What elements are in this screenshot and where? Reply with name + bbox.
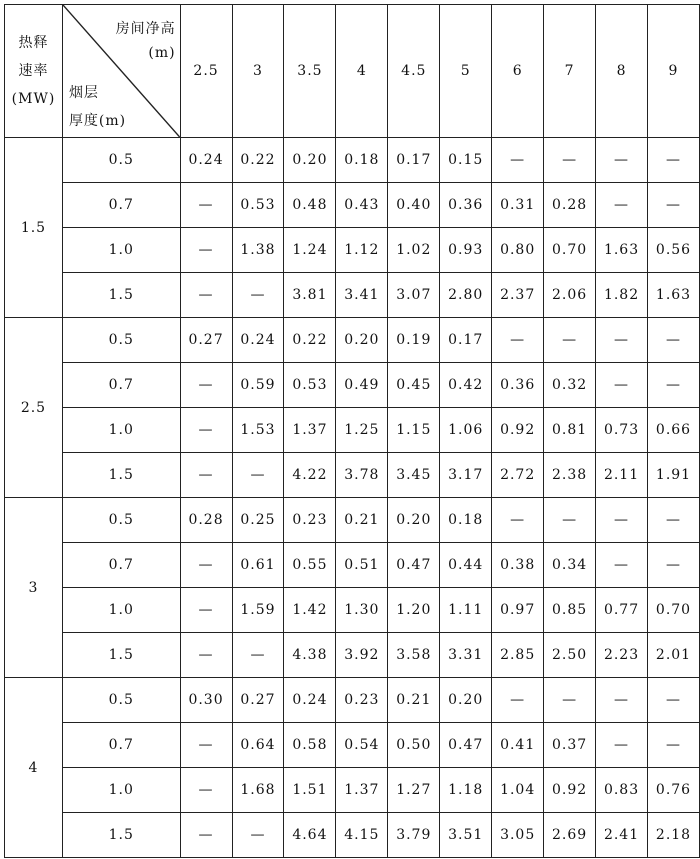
value-cell: 0.20 [336, 318, 388, 363]
value-cell: 1.04 [492, 768, 544, 813]
table-row [5, 453, 700, 498]
value-cell: 3.45 [388, 453, 440, 498]
height-header: 2.5 [180, 5, 232, 138]
value-cell: 2.11 [596, 453, 648, 498]
value-cell: 1.68 [232, 768, 284, 813]
table-row [5, 408, 700, 453]
value-cell: 2.41 [596, 813, 648, 858]
value-cell: 0.92 [492, 408, 544, 453]
rate-cell: 3 [5, 498, 63, 678]
value-cell: — [648, 363, 700, 408]
corner-col-line: (m) [148, 45, 176, 61]
value-cell: 0.21 [336, 498, 388, 543]
table-row [5, 588, 700, 633]
value-cell: 3.07 [388, 273, 440, 318]
value-cell: 3.79 [388, 813, 440, 858]
value-cell: — [648, 138, 700, 183]
value-cell: 1.82 [596, 273, 648, 318]
value-cell: 2.69 [544, 813, 596, 858]
value-cell: 1.30 [336, 588, 388, 633]
value-cell: 1.42 [284, 588, 336, 633]
value-cell: 1.37 [284, 408, 336, 453]
value-cell: — [232, 273, 284, 318]
thickness-cell: 1.0 [62, 228, 180, 273]
value-cell: 4.64 [284, 813, 336, 858]
value-cell: 0.48 [284, 183, 336, 228]
value-cell: 0.47 [440, 723, 492, 768]
value-cell: 0.18 [336, 138, 388, 183]
table-row [5, 498, 700, 543]
value-cell: 0.28 [544, 183, 596, 228]
table-row [5, 768, 700, 813]
value-cell: 3.58 [388, 633, 440, 678]
rate-header-line: 速率 [18, 63, 49, 79]
table-row [5, 813, 700, 858]
value-cell: 0.20 [388, 498, 440, 543]
rate-header-line: 热释 [18, 35, 49, 51]
value-cell: — [544, 138, 596, 183]
value-cell: — [596, 723, 648, 768]
thickness-cell: 1.0 [62, 768, 180, 813]
rate-column-header [5, 5, 63, 138]
value-cell: 0.50 [388, 723, 440, 768]
value-cell: 0.92 [544, 768, 596, 813]
value-cell: 0.83 [596, 768, 648, 813]
value-cell: 1.37 [336, 768, 388, 813]
value-cell: 0.19 [388, 318, 440, 363]
value-cell: 1.20 [388, 588, 440, 633]
value-cell: 3.05 [492, 813, 544, 858]
value-cell: 1.18 [440, 768, 492, 813]
height-header: 7 [544, 5, 596, 138]
value-cell: 0.20 [284, 138, 336, 183]
value-cell: — [648, 543, 700, 588]
rate-cell: 4 [5, 678, 63, 858]
value-cell: 0.54 [336, 723, 388, 768]
value-cell: 0.43 [336, 183, 388, 228]
thickness-cell: 1.5 [62, 273, 180, 318]
value-cell: 0.93 [440, 228, 492, 273]
value-cell: 1.12 [336, 228, 388, 273]
value-cell: — [544, 678, 596, 723]
value-cell: — [648, 723, 700, 768]
height-header: 9 [648, 5, 700, 138]
corner-row-line: 烟层 [68, 85, 99, 101]
height-header: 8 [596, 5, 648, 138]
corner-row-line: 厚度(m) [68, 113, 127, 129]
rate-cell: 1.5 [5, 138, 63, 318]
data-table [4, 4, 700, 858]
value-cell: 0.17 [440, 318, 492, 363]
value-cell: 0.25 [232, 498, 284, 543]
value-cell: — [180, 588, 232, 633]
value-cell: — [544, 498, 596, 543]
table-row [5, 678, 700, 723]
corner-cell [62, 5, 180, 138]
value-cell: 0.56 [648, 228, 700, 273]
corner-row-label [69, 79, 126, 135]
value-cell: 2.01 [648, 633, 700, 678]
value-cell: 0.24 [284, 678, 336, 723]
value-cell: 0.27 [180, 318, 232, 363]
value-cell: 0.51 [336, 543, 388, 588]
value-cell: 2.06 [544, 273, 596, 318]
value-cell: 4.15 [336, 813, 388, 858]
value-cell: 0.24 [180, 138, 232, 183]
value-cell: 2.85 [492, 633, 544, 678]
value-cell: 1.27 [388, 768, 440, 813]
value-cell: 1.15 [388, 408, 440, 453]
value-cell: — [596, 318, 648, 363]
value-cell: 0.38 [492, 543, 544, 588]
table-row [5, 228, 700, 273]
value-cell: — [180, 768, 232, 813]
thickness-cell: 0.7 [62, 363, 180, 408]
value-cell: 4.22 [284, 453, 336, 498]
table-container [4, 4, 700, 858]
header-row [5, 5, 700, 138]
value-cell: 2.23 [596, 633, 648, 678]
value-cell: 0.20 [440, 678, 492, 723]
value-cell: 0.97 [492, 588, 544, 633]
value-cell: 0.30 [180, 678, 232, 723]
value-cell: — [180, 543, 232, 588]
value-cell: 0.55 [284, 543, 336, 588]
value-cell: — [180, 453, 232, 498]
value-cell: 0.32 [544, 363, 596, 408]
thickness-cell: 1.5 [62, 813, 180, 858]
value-cell: — [232, 453, 284, 498]
value-cell: 0.53 [232, 183, 284, 228]
value-cell: 1.59 [232, 588, 284, 633]
value-cell: 0.64 [232, 723, 284, 768]
value-cell: — [596, 498, 648, 543]
value-cell: 0.17 [388, 138, 440, 183]
value-cell: 0.45 [388, 363, 440, 408]
value-cell: 2.37 [492, 273, 544, 318]
value-cell: — [180, 813, 232, 858]
value-cell: 0.41 [492, 723, 544, 768]
value-cell: 0.18 [440, 498, 492, 543]
value-cell: 0.58 [284, 723, 336, 768]
value-cell: — [544, 318, 596, 363]
value-cell: 3.81 [284, 273, 336, 318]
table-row [5, 318, 700, 363]
height-header: 5 [440, 5, 492, 138]
value-cell: 0.85 [544, 588, 596, 633]
thickness-cell: 0.7 [62, 723, 180, 768]
value-cell: — [180, 183, 232, 228]
value-cell: 0.80 [492, 228, 544, 273]
value-cell: 0.53 [284, 363, 336, 408]
value-cell: 0.37 [544, 723, 596, 768]
table-row [5, 183, 700, 228]
height-header: 4.5 [388, 5, 440, 138]
value-cell: 3.51 [440, 813, 492, 858]
thickness-cell: 0.7 [62, 183, 180, 228]
value-cell: 1.24 [284, 228, 336, 273]
value-cell: 3.92 [336, 633, 388, 678]
value-cell: 0.61 [232, 543, 284, 588]
thickness-cell: 0.7 [62, 543, 180, 588]
value-cell: 0.81 [544, 408, 596, 453]
value-cell: 0.36 [440, 183, 492, 228]
value-cell: 2.38 [544, 453, 596, 498]
thickness-cell: 1.5 [62, 453, 180, 498]
table-row [5, 633, 700, 678]
value-cell: — [648, 183, 700, 228]
height-header: 4 [336, 5, 388, 138]
value-cell: 0.31 [492, 183, 544, 228]
value-cell: — [648, 498, 700, 543]
value-cell: 1.25 [336, 408, 388, 453]
value-cell: — [648, 318, 700, 363]
value-cell: — [596, 183, 648, 228]
value-cell: 0.22 [284, 318, 336, 363]
value-cell: 1.02 [388, 228, 440, 273]
table-row [5, 723, 700, 768]
value-cell: 3.31 [440, 633, 492, 678]
thickness-cell: 1.0 [62, 408, 180, 453]
value-cell: 3.78 [336, 453, 388, 498]
value-cell: 0.70 [648, 588, 700, 633]
value-cell: — [232, 633, 284, 678]
value-cell: 0.66 [648, 408, 700, 453]
value-cell: 3.41 [336, 273, 388, 318]
value-cell: — [492, 318, 544, 363]
value-cell: 0.73 [596, 408, 648, 453]
value-cell: 0.77 [596, 588, 648, 633]
value-cell: 0.70 [544, 228, 596, 273]
value-cell: 1.53 [232, 408, 284, 453]
thickness-cell: 0.5 [62, 678, 180, 723]
value-cell: 0.15 [440, 138, 492, 183]
value-cell: — [492, 678, 544, 723]
value-cell: 2.80 [440, 273, 492, 318]
value-cell: 1.63 [596, 228, 648, 273]
table-row [5, 138, 700, 183]
value-cell: 1.51 [284, 768, 336, 813]
value-cell: 0.42 [440, 363, 492, 408]
value-cell: 0.36 [492, 363, 544, 408]
rate-cell: 2.5 [5, 318, 63, 498]
value-cell: 1.06 [440, 408, 492, 453]
value-cell: — [180, 228, 232, 273]
value-cell: — [232, 813, 284, 858]
thickness-cell: 1.0 [62, 588, 180, 633]
value-cell: — [596, 138, 648, 183]
value-cell: 1.63 [648, 273, 700, 318]
value-cell: 0.49 [336, 363, 388, 408]
value-cell: 0.40 [388, 183, 440, 228]
value-cell: — [648, 678, 700, 723]
thickness-cell: 0.5 [62, 138, 180, 183]
value-cell: 2.72 [492, 453, 544, 498]
value-cell: — [492, 138, 544, 183]
value-cell: — [596, 363, 648, 408]
value-cell: — [180, 363, 232, 408]
value-cell: — [180, 273, 232, 318]
value-cell: 0.76 [648, 768, 700, 813]
value-cell: 2.50 [544, 633, 596, 678]
value-cell: 1.11 [440, 588, 492, 633]
value-cell: — [596, 543, 648, 588]
value-cell: 0.47 [388, 543, 440, 588]
value-cell: 0.23 [336, 678, 388, 723]
table-row [5, 363, 700, 408]
value-cell: 0.24 [232, 318, 284, 363]
height-header: 3 [232, 5, 284, 138]
corner-column-label [116, 17, 176, 65]
value-cell: 0.34 [544, 543, 596, 588]
value-cell: 0.44 [440, 543, 492, 588]
thickness-cell: 1.5 [62, 633, 180, 678]
value-cell: 0.28 [180, 498, 232, 543]
value-cell: — [180, 723, 232, 768]
value-cell: 0.23 [284, 498, 336, 543]
rate-header-line: (MW) [11, 91, 56, 107]
thickness-cell: 0.5 [62, 318, 180, 363]
value-cell: 0.22 [232, 138, 284, 183]
value-cell: — [596, 678, 648, 723]
value-cell: — [180, 633, 232, 678]
value-cell: — [180, 408, 232, 453]
value-cell: 1.38 [232, 228, 284, 273]
height-header: 6 [492, 5, 544, 138]
value-cell: 4.38 [284, 633, 336, 678]
value-cell: 1.91 [648, 453, 700, 498]
corner-col-line: 房间净高 [115, 21, 176, 37]
thickness-cell: 0.5 [62, 498, 180, 543]
table-row [5, 543, 700, 588]
value-cell: — [492, 498, 544, 543]
value-cell: 0.21 [388, 678, 440, 723]
value-cell: 0.59 [232, 363, 284, 408]
value-cell: 0.27 [232, 678, 284, 723]
table-row [5, 273, 700, 318]
height-header: 3.5 [284, 5, 336, 138]
value-cell: 2.18 [648, 813, 700, 858]
value-cell: 3.17 [440, 453, 492, 498]
